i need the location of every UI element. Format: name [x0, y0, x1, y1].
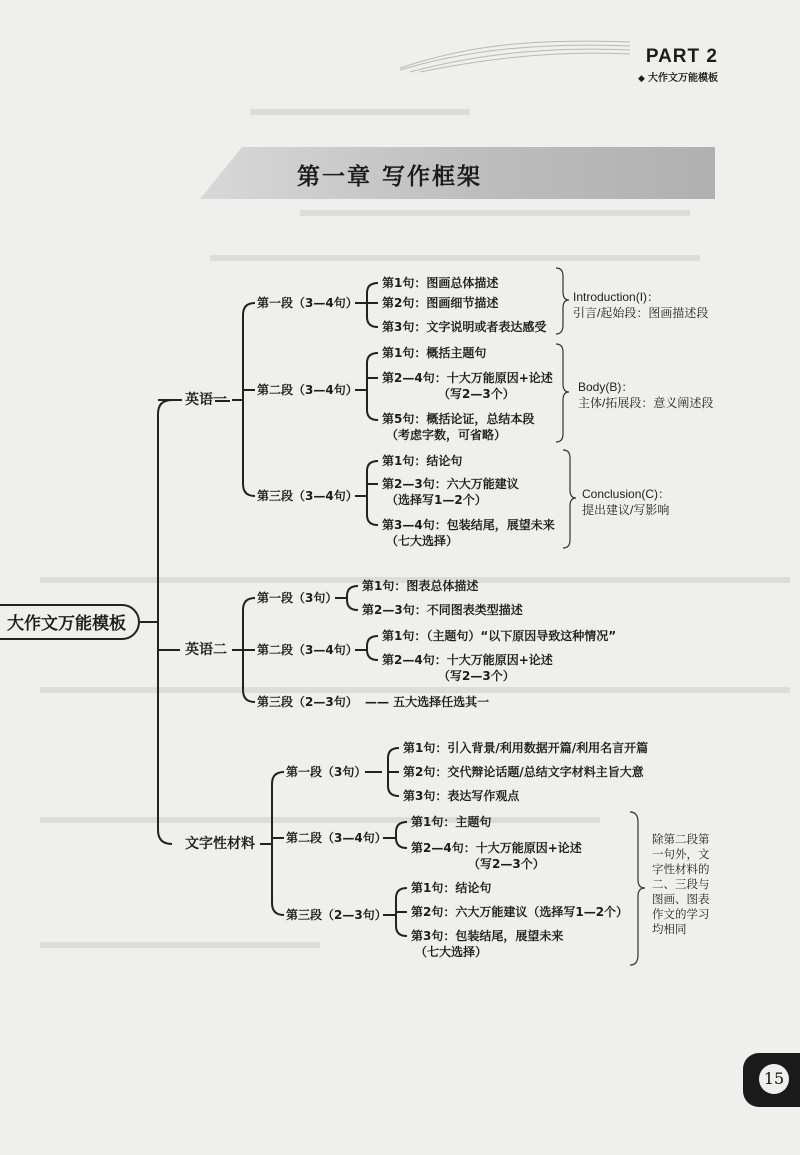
- english2-paragraph1: 第一段（3句）: [257, 591, 338, 605]
- part-label: PART 2: [645, 46, 718, 67]
- english1-p1-sentence2: 第2句：图画细节描述: [382, 296, 499, 310]
- conclusion-note-desc: 提出建议/写影响: [582, 503, 670, 517]
- english1-p1-sentence1: 第1句：图画总体描述: [382, 276, 499, 290]
- diamond-icon: ◆: [637, 74, 648, 84]
- material-p1-sentence2: 第2句：交代辩论话题/总结文字材料主旨大意: [403, 765, 644, 779]
- english1-p2-sentence2-note: （写2—3个）: [438, 387, 515, 401]
- english2-p2-sentence1: 第1句：（主题句）“以下原因导致这种情况”: [382, 629, 617, 643]
- material-p3-sentence3-note: （七大选择）: [415, 945, 488, 959]
- page-number-tab: [743, 1053, 800, 1107]
- material-note-line: 二、三段与: [652, 879, 710, 891]
- english2-p2-sentence2-note: （写2—3个）: [438, 669, 515, 683]
- conclusion-note-title: Conclusion(C)：: [582, 487, 671, 501]
- material-p3-sentence1: 第1句：结论句: [411, 881, 492, 895]
- material-p2-sentence2-note: （写2—3个）: [468, 857, 545, 871]
- material-note-line: 字性材料的: [652, 864, 710, 876]
- intro-note-desc: 引言/起始段：图画描述段: [573, 306, 709, 320]
- material-note-line: 均相同: [652, 924, 687, 936]
- english2-p2-sentence2: 第2—4句：十大万能原因+论述: [382, 653, 553, 667]
- root-node: 大作文万能模板: [0, 604, 140, 640]
- material-p3-sentence3: 第3句：包装结尾，展望未来: [411, 929, 564, 943]
- material-p1-sentence3: 第3句：表达写作观点: [403, 789, 520, 803]
- node-material: 文字性材料: [185, 836, 255, 852]
- material-paragraph2: 第二段（3—4句）: [286, 831, 387, 845]
- english2-p1-sentence2: 第2—3句：不同图表类型描述: [362, 603, 523, 617]
- english1-p3-sentence1: 第1句：结论句: [382, 454, 463, 468]
- english1-p3-sentence3-note: （七大选择）: [386, 534, 459, 548]
- material-p2-sentence2: 第2—4句：十大万能原因+论述: [411, 841, 582, 855]
- english1-p3-sentence3: 第3—4句：包装结尾，展望未来: [382, 518, 555, 532]
- english1-p1-sentence3: 第3句：文字说明或者表达感受: [382, 320, 547, 334]
- english1-p3-sentence2: 第2—3句：六大万能建议: [382, 477, 519, 491]
- page-number: 15: [759, 1064, 789, 1094]
- body-note-desc: 主体/拓展段：意义阐述段: [578, 396, 714, 410]
- english1-paragraph2: 第二段（3—4句）: [257, 383, 358, 397]
- material-note-line: 一句外，文: [652, 849, 710, 861]
- english2-paragraph3: 第三段（2—3句）: [257, 695, 358, 709]
- material-paragraph1: 第一段（3句）: [286, 765, 367, 779]
- node-english2: 英语二: [185, 642, 227, 658]
- material-p2-sentence1: 第1句：主题句: [411, 815, 492, 829]
- english1-p2-sentence5-note: （考虑字数，可省略）: [386, 428, 507, 442]
- material-paragraph3: 第三段（2—3句）: [286, 908, 387, 922]
- english1-p2-sentence2: 第2—4句：十大万能原因+论述: [382, 371, 553, 385]
- english1-paragraph1: 第一段（3—4句）: [257, 296, 358, 310]
- part-subtitle-text: 大作文万能模板: [648, 73, 718, 84]
- intro-note-title: Introduction(I)：: [573, 290, 660, 304]
- english2-p1-sentence1: 第1句：图表总体描述: [362, 579, 479, 593]
- english1-p3-sentence2-note: （选择写1—2个）: [386, 493, 487, 507]
- english1-p2-sentence5: 第5句：概括论证，总结本段: [382, 412, 535, 426]
- material-p1-sentence1: 第1句：引入背景/利用数据开篇/利用名言开篇: [403, 741, 649, 755]
- body-note-title: Body(B)：: [578, 380, 634, 394]
- material-note: [652, 833, 710, 938]
- english1-p2-sentence1: 第1句：概括主题句: [382, 346, 487, 360]
- english2-paragraph2: 第二段（3—4句）: [257, 643, 358, 657]
- node-english1: 英语一: [185, 392, 227, 408]
- material-note-line: 图画、图表: [652, 894, 710, 906]
- english1-paragraph3: 第三段（3—4句）: [257, 489, 358, 503]
- material-p3-sentence2: 第2句：六大万能建议（选择写1—2个）: [411, 905, 629, 919]
- material-note-line: 除第二段第: [652, 834, 710, 846]
- english1-dash: [215, 392, 230, 402]
- material-note-line: 作文的学习: [652, 909, 710, 921]
- chapter-title: 第一章 写作框架: [297, 164, 483, 190]
- english2-p3-choice: —— 五大选择任选其一: [365, 695, 490, 709]
